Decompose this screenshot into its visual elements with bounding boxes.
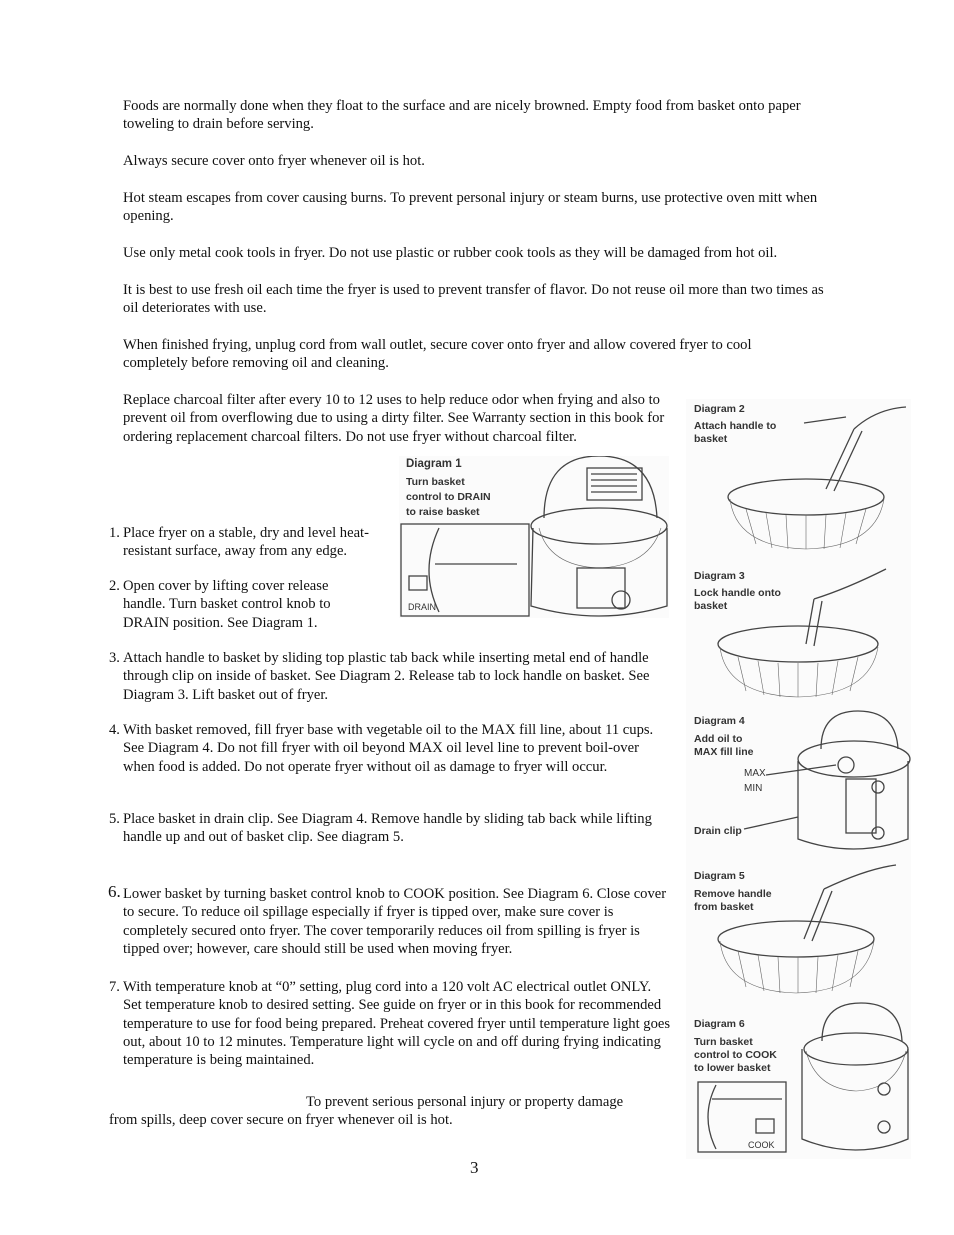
step-4-text: With basket removed, fill fryer base with vegetable oil to the MAX fill line, about 11 cups. See Diagram 4. Do not fill fryer with oil beyond MAX oil level line to prevent boil-over when food is added. Do not operate fryer without oil as damage to fryer will occur. bbox=[123, 722, 654, 775]
diagram-5-line-1: Remove handle bbox=[694, 888, 772, 900]
step-7-text: With temperature knob at “0” setting, plug cord into a 120 volt AC electrical outlet ONLY. Set temperature knob to desired setting. See guide on fryer or in this book for recommended temperature to use for food being prepared. Preheat covered fryer until temperature light goes out, about 10 to 12 minutes. Temperature light will cycle on and off during frying indicating temperature is being maintained. bbox=[123, 979, 671, 1069]
diagram-1 bbox=[399, 456, 669, 618]
diagram-2-title: Diagram 2 bbox=[694, 403, 745, 415]
diagram-6-line-3: to lower basket bbox=[694, 1062, 771, 1074]
diagram-3-line-1: Lock handle onto bbox=[694, 587, 781, 599]
diagram-4-max: MAX bbox=[744, 768, 766, 779]
diagram-5-line-2: from basket bbox=[694, 901, 754, 913]
diagram-1-drain-tag: DRAIN bbox=[408, 602, 437, 612]
step-number: 7. bbox=[109, 979, 120, 995]
fryer-drain-illustration bbox=[399, 456, 669, 618]
step-2-text: Open cover by lifting cover release handle. Turn basket control knob to DRAIN position. See Diagram 1. bbox=[123, 578, 331, 631]
diagram-2-line-1: Attach handle to bbox=[694, 420, 777, 432]
diagram-column bbox=[686, 399, 911, 1159]
step-number: 6. bbox=[108, 882, 121, 901]
paragraph-hot-steam: Hot steam escapes from cover causing burns. To prevent personal injury or steam burns, use protective oven mitt when opening. bbox=[123, 190, 818, 225]
diagram-4-line-2: MAX fill line bbox=[694, 746, 754, 758]
step-text bbox=[123, 524, 391, 561]
paragraph-metal-tools: Use only metal cook tools in fryer. Do not use plastic or rubber cook tools as they will be damaged from hot oil. bbox=[123, 245, 778, 261]
warning-line-2: from spills, deep cover secure on fryer whenever oil is hot. bbox=[109, 1112, 453, 1128]
page-number: 3 bbox=[470, 1158, 479, 1177]
warning-line-1: To prevent serious personal injury or property damage bbox=[306, 1094, 624, 1110]
step-number: 5. bbox=[109, 811, 120, 827]
diagram-1-title: Diagram 1 bbox=[406, 458, 462, 470]
step-number: 1. bbox=[109, 525, 120, 541]
step-6-text: Lower basket by turning basket control knob to COOK position. See Diagram 6. Close cover to secure. To reduce oil spillage especially if fryer is tipped over, make sure cover is completely secured onto fryer. The cover temporarily reduces oil from spilling is fryer is tipped over; however, care should still be used when moving fryer. bbox=[123, 886, 667, 957]
paragraph-fresh-oil: It is best to use fresh oil each time the fryer is used to prevent transfer of flavor. Do not reuse oil more than two times as oil deteriorates with use. bbox=[123, 282, 824, 317]
diagram-6-title: Diagram 6 bbox=[694, 1018, 745, 1030]
diagram-3-line-2: basket bbox=[694, 600, 728, 612]
diagram-5-title: Diagram 5 bbox=[694, 870, 745, 882]
paragraph-finished-frying: When finished frying, unplug cord from wall outlet, secure cover onto fryer and allow covered fryer to cool completely before removing oil and cleaning. bbox=[123, 337, 752, 372]
paragraph-food-done: Foods are normally done when they float to the surface and are nicely browned. Empty food from basket onto paper toweling to drain before serving. bbox=[123, 98, 801, 133]
step-number: 4. bbox=[109, 722, 120, 738]
diagram-6-line-1: Turn basket bbox=[694, 1036, 753, 1048]
diagram-4-line-1: Add oil to bbox=[694, 733, 743, 745]
diagram-2-line-2: basket bbox=[694, 433, 728, 445]
diagram-4-title: Diagram 4 bbox=[694, 715, 745, 727]
diagram-4-drain-clip: Drain clip bbox=[694, 825, 742, 837]
step-5-text: Place basket in drain clip. See Diagram 4. Remove handle by sliding tab back while lifting handle up and out of basket clip. See diagram 5. bbox=[123, 811, 652, 846]
step-1-text: Place fryer on a stable, dry and level heat-resistant surface, away from any edge. bbox=[123, 525, 369, 560]
paragraph-charcoal-filter: Replace charcoal filter after every 10 to 12 uses to help reduce odor when frying and also to prevent oil from overflowing due to using a dirty filter. See Warranty section in this book for ordering replacement charcoal filters. Do not use fryer without charcoal filter. bbox=[123, 392, 665, 445]
diagram-4-min: MIN bbox=[744, 783, 763, 794]
diagram-1-line-3: to raise basket bbox=[406, 506, 480, 518]
step-3-text: Attach handle to basket by sliding top plastic tab back while inserting metal end of handle through clip on inside of basket. See Diagram 2. Release tab to lock handle on basket. See Diagram 3. Lift basket out of fryer. bbox=[123, 650, 650, 703]
diagram-3-title: Diagram 3 bbox=[694, 570, 745, 582]
paragraph-secure-cover: Always secure cover onto fryer whenever oil is hot. bbox=[123, 153, 425, 169]
diagram-6-cook-tag: COOK bbox=[748, 1140, 775, 1150]
diagram-6-line-2: control to COOK bbox=[694, 1049, 777, 1061]
basket-and-fryer-illustrations bbox=[686, 399, 911, 1159]
step-number: 3. bbox=[109, 650, 120, 666]
step-number: 2. bbox=[109, 578, 120, 594]
diagram-1-line-2: control to DRAIN bbox=[406, 491, 491, 503]
diagram-1-line-1: Turn basket bbox=[406, 476, 465, 488]
